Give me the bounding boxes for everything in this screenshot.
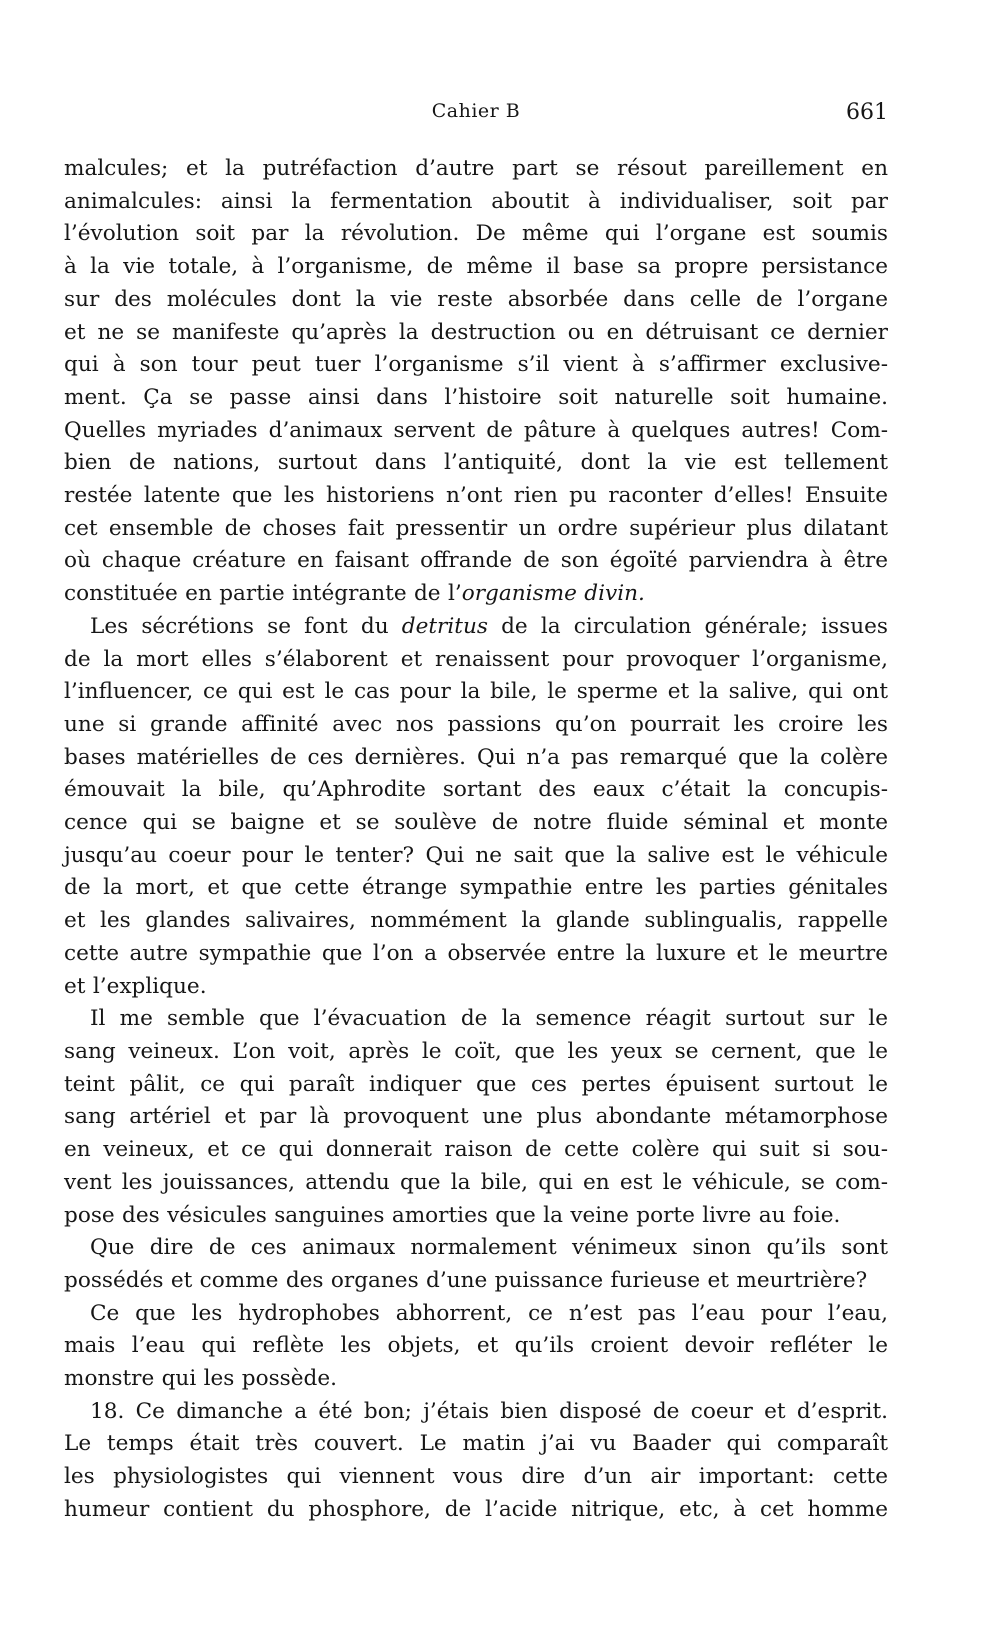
page-number: 661 <box>846 100 888 125</box>
text-line: cette autre sympathie que l’on a observée entre la luxure et le meurtre <box>64 940 888 966</box>
text-line: teint pâlit, ce qui paraît indiquer que ces pertes épuisent surtout le <box>64 1071 888 1097</box>
text-line: animalcules: ainsi la fermentation aboutit à individualiser, soit par <box>64 188 888 214</box>
text-line: Quelles myriades d’animaux servent de pâture à quelques autres! Com- <box>64 417 888 443</box>
text-line: ment. Ça se passe ainsi dans l’histoire soit naturelle soit humaine. <box>64 384 888 410</box>
running-title: Cahier B <box>431 100 521 122</box>
text-run: de la circulation générale; issues <box>487 613 888 639</box>
text-line: bien de nations, surtout dans l’antiquité, dont la vie est tellement <box>64 450 888 476</box>
text-line <box>64 578 888 611</box>
text-line: restée latente que les historiens n’ont rien pu raconter d’elles! Ensuite <box>64 483 888 509</box>
text-line: cence qui se baigne et se soulève de notre fluide séminal et monte <box>64 810 888 836</box>
text-line: qui à son tour peut tuer l’organisme s’il vient à s’affirmer exclusive- <box>64 352 888 378</box>
running-head <box>64 100 888 136</box>
text-line: l’influencer, ce qui est le cas pour la bile, le sperme et la salive, qui ont <box>64 679 888 705</box>
italic-run: detritus <box>401 613 488 639</box>
text-line: monstre qui les possède. <box>64 1366 337 1392</box>
text-line: Le temps était très couvert. Le matin j’ai vu Baader qui comparaît <box>64 1431 888 1457</box>
text-line: vent les jouissances, attendu que la bile, qui en est le véhicule, se com- <box>64 1169 888 1195</box>
text-line: mais l’eau qui reflète les objets, et qu’ils croient devoir refléter le <box>64 1333 888 1359</box>
text-run: Les sécrétions se font du <box>90 613 402 639</box>
text-line: pose des vésicules sanguines amorties que la veine porte livre au foie. <box>64 1202 841 1228</box>
paragraph-start: Que dire de ces animaux normalement vénimeux sinon qu’ils sont <box>90 1235 888 1261</box>
text-line: à la vie totale, à l’organisme, de même il base sa propre persistance <box>64 254 888 280</box>
text-line: où chaque créature en faisant offrande de son égoïté parviendra à être <box>64 548 888 574</box>
text-line: sur des molécules dont la vie reste absorbée dans celle de l’organe <box>64 286 888 312</box>
paragraph-start: Ce que les hydrophobes abhorrent, ce n’est pas l’eau pour l’eau, <box>90 1300 888 1326</box>
text-run: constituée en partie intégrante de l’ <box>64 581 462 607</box>
text-line: et ne se manifeste qu’après la destruction ou en détruisant ce dernier <box>64 319 888 345</box>
text-line: et les glandes salivaires, nommément la glande sublingualis, rappelle <box>64 908 888 934</box>
text-line: les physiologistes qui viennent vous dire d’un air important: cette <box>64 1464 888 1490</box>
text-line: humeur contient du phosphore, de l’acide nitrique, etc, à cet homme <box>64 1496 888 1522</box>
italic-run: organisme divin. <box>461 581 645 607</box>
text-line: sang artériel et par là provoquent une plus abondante métamorphose <box>64 1104 888 1130</box>
text-line: sang veineux. L’on voit, après le coït, que les yeux se cernent, que le <box>64 1038 888 1064</box>
paragraph-start: 18. Ce dimanche a été bon; j’étais bien disposé de coeur et d’esprit. <box>90 1398 888 1424</box>
paragraph-start: Il me semble que l’évacuation de la semence réagit surtout sur le <box>90 1006 888 1032</box>
paragraph-start <box>64 611 888 644</box>
body-text <box>64 153 888 1527</box>
text-line: émouvait la bile, qu’Aphrodite sortant des eaux c’était la concupis- <box>64 777 888 803</box>
text-line: cet ensemble de choses fait pressentir un ordre supérieur plus dilatant <box>64 515 888 541</box>
text-line: jusqu’au coeur pour le tenter? Qui ne sait que la salive est le véhicule <box>64 842 888 868</box>
text-line: et l’explique. <box>64 973 207 999</box>
text-line: de la mort elles s’élaborent et renaissent pour provoquer l’organisme, <box>64 646 888 672</box>
text-line: possédés et comme des organes d’une puissance furieuse et meurtrière? <box>64 1267 868 1293</box>
text-line: l’évolution soit par la révolution. De même qui l’organe est soumis <box>64 221 888 247</box>
text-line: bases matérielles de ces dernières. Qui n’a pas remarqué que la colère <box>64 744 888 770</box>
text-line: une si grande affinité avec nos passions qu’on pourrait les croire les <box>64 711 888 737</box>
text-line: de la mort, et que cette étrange sympathie entre les parties génitales <box>64 875 888 901</box>
text-line: malcules; et la putréfaction d’autre part se résout pareillement en <box>64 156 888 181</box>
text-line: en veineux, et ce qui donnerait raison de cette colère qui suit si sou- <box>64 1137 888 1163</box>
